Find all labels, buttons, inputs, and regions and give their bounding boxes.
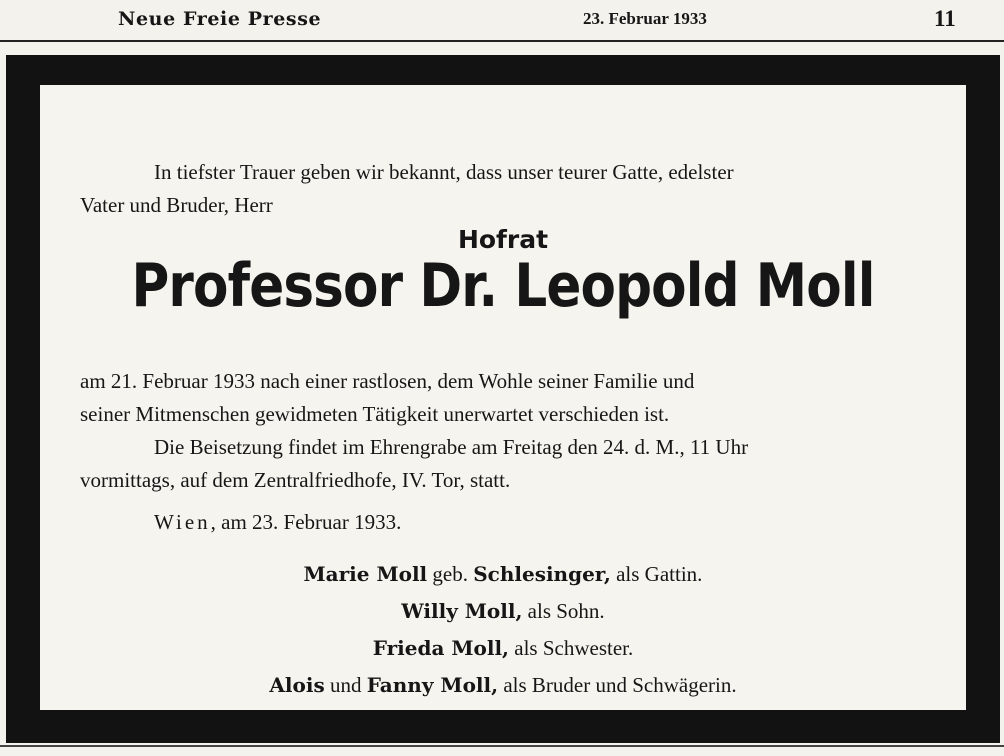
signer-sister: [40, 636, 966, 661]
place-date-line: [154, 506, 401, 539]
deceased-name: Professor Dr. Leopold Moll: [131, 251, 875, 321]
newspaper-title: Neue Freie Presse: [118, 8, 322, 30]
masthead: [0, 0, 1004, 38]
death-line-2: seiner Mitmenschen gewidmeten Tätigkeit unerwartet verschieden ist.: [80, 402, 670, 426]
obituary-notice-border: [6, 55, 1000, 743]
burial-line-1: Die Beisetzung findet im Ehrengrabe am Freitag den 24. d. M., 11 Uhr: [154, 435, 749, 459]
signer-role: als Schwester.: [509, 636, 634, 660]
signer-name-2: Fanny Moll,: [366, 673, 499, 697]
signer-name: Willy Moll,: [401, 599, 523, 623]
signer-wife: [40, 562, 966, 587]
intro-line-1: In tiefster Trauer geben wir bekannt, dass unser teurer Gatte, edelster: [154, 160, 734, 184]
masthead-rule: [0, 40, 1004, 42]
signer-connector: geb.: [427, 562, 474, 586]
signer-role: als Sohn.: [522, 599, 605, 623]
signer-name: Marie Moll: [303, 562, 428, 586]
signer-role: als Gattin.: [610, 562, 703, 586]
signer-connector: und: [324, 673, 367, 697]
deceased-title: Hofrat: [457, 225, 549, 254]
death-line-1: am 21. Februar 1933 nach einer rastlosen, dem Wohle seiner Familie und: [80, 369, 695, 393]
signer-son: [40, 599, 966, 624]
signer-role: als Bruder und Schwägerin.: [498, 673, 737, 697]
signer-name: Frieda Moll,: [372, 636, 509, 660]
intro-line-2: Vater und Bruder, Herr: [80, 193, 273, 217]
obituary-notice: [40, 85, 966, 710]
issue-date: 23. Februar 1933: [583, 9, 707, 28]
place-date: , am 23. Februar 1933.: [210, 510, 402, 534]
page-number: 11: [934, 6, 956, 31]
bottom-rule: [0, 745, 1004, 747]
city: Wien: [154, 510, 211, 534]
signer-maiden-name: Schlesinger,: [473, 562, 611, 586]
burial-line-2: vormittags, auf dem Zentralfriedhofe, IV. Tor, statt.: [80, 468, 511, 492]
signer-name: Alois: [269, 673, 325, 697]
signer-brother-and-sister-in-law: [40, 673, 966, 698]
